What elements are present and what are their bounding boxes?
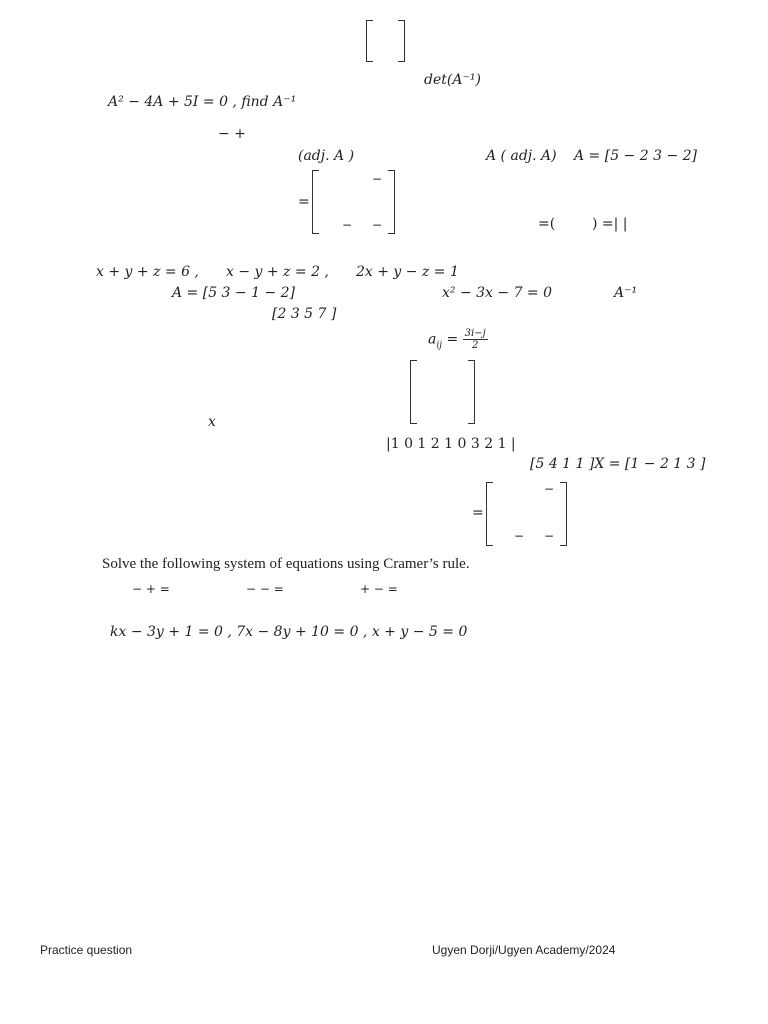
matrix-eq-equals: = — [472, 505, 484, 521]
a-adjoint-label: A ( adj. A) — [486, 148, 557, 164]
matrix-bracket-left — [366, 20, 373, 62]
system-eq-1: x + y + z = 6 , — [96, 264, 199, 280]
aij-fraction — [463, 328, 488, 351]
aij-equals: = — [446, 331, 459, 348]
adjoint-label: (adj. A ) — [298, 148, 355, 164]
footer-left: Practice question — [40, 943, 133, 957]
aij-numerator: 3i−j — [464, 328, 486, 339]
adjoint-matrix-bottom-minus-2: − — [372, 218, 383, 232]
aij-formula — [428, 328, 488, 351]
cayley-hamilton-question: A² − 4A + 5I = 0 , find A⁻¹ — [108, 94, 297, 110]
cayley-signs: − + — [218, 126, 246, 142]
solution-matrix-bracket-right — [560, 482, 567, 546]
cramer-signs-group-2: − − = — [246, 582, 284, 596]
system-eq-3: 2x + y − z = 1 — [356, 264, 459, 280]
determinant-expr-left: =( — [538, 216, 556, 232]
matrix-a-row: A = [5 3 − 1 − 2] — [172, 285, 296, 301]
matrix-bracket-right — [398, 20, 405, 62]
variable-x: x — [208, 414, 216, 430]
a-inverse-label: A⁻¹ — [614, 285, 638, 301]
consistency-equations: kx − 3y + 1 = 0 , 7x − 8y + 10 = 0 , x + y − 5 = 0 — [110, 624, 468, 640]
cramer-signs-group-1: − + = — [132, 582, 170, 596]
matrix-a-definition: A = [5 − 2 3 − 2] — [574, 148, 698, 164]
matrix-equation: [5 4 1 1 ]X = [1 − 2 1 3 ] — [530, 456, 706, 472]
det-inverse-expr: det(A⁻¹) — [424, 72, 481, 88]
adjoint-matrix-top-minus: − — [372, 172, 383, 186]
quadratic-equation: x² − 3x − 7 = 0 — [442, 285, 553, 301]
determinant-expr-right: ) =| | — [592, 216, 628, 232]
footer-right: Ugyen Dorji/Ugyen Academy/2024 — [432, 943, 616, 957]
aij-denominator: 2 — [472, 340, 479, 351]
determinant-row: |1 0 1 2 1 0 3 2 1 | — [386, 436, 516, 452]
aij-lhs: a — [428, 331, 437, 348]
adjoint-equals: = — [298, 194, 310, 210]
cramer-question-title: Solve the following system of equations using Cramer’s rule. — [102, 556, 470, 572]
solution-matrix-bottom-minus-1: − — [514, 529, 525, 543]
row-2357: [2 3 5 7 ] — [272, 306, 337, 322]
empty-matrix-bracket-right — [468, 360, 475, 424]
solution-matrix-bracket-left — [486, 482, 493, 546]
empty-matrix-bracket-left — [410, 360, 417, 424]
solution-matrix-bottom-minus-2: − — [544, 529, 555, 543]
adjoint-matrix-bracket-right — [388, 170, 395, 234]
adjoint-matrix-bottom-minus-1: − — [342, 218, 353, 232]
solution-matrix-top-minus: − — [544, 482, 555, 496]
adjoint-matrix-bracket-left — [312, 170, 319, 234]
system-eq-2: x − y + z = 2 , — [226, 264, 329, 280]
cramer-signs-group-3: + − = — [360, 582, 398, 596]
aij-subscript: ij — [436, 340, 443, 351]
